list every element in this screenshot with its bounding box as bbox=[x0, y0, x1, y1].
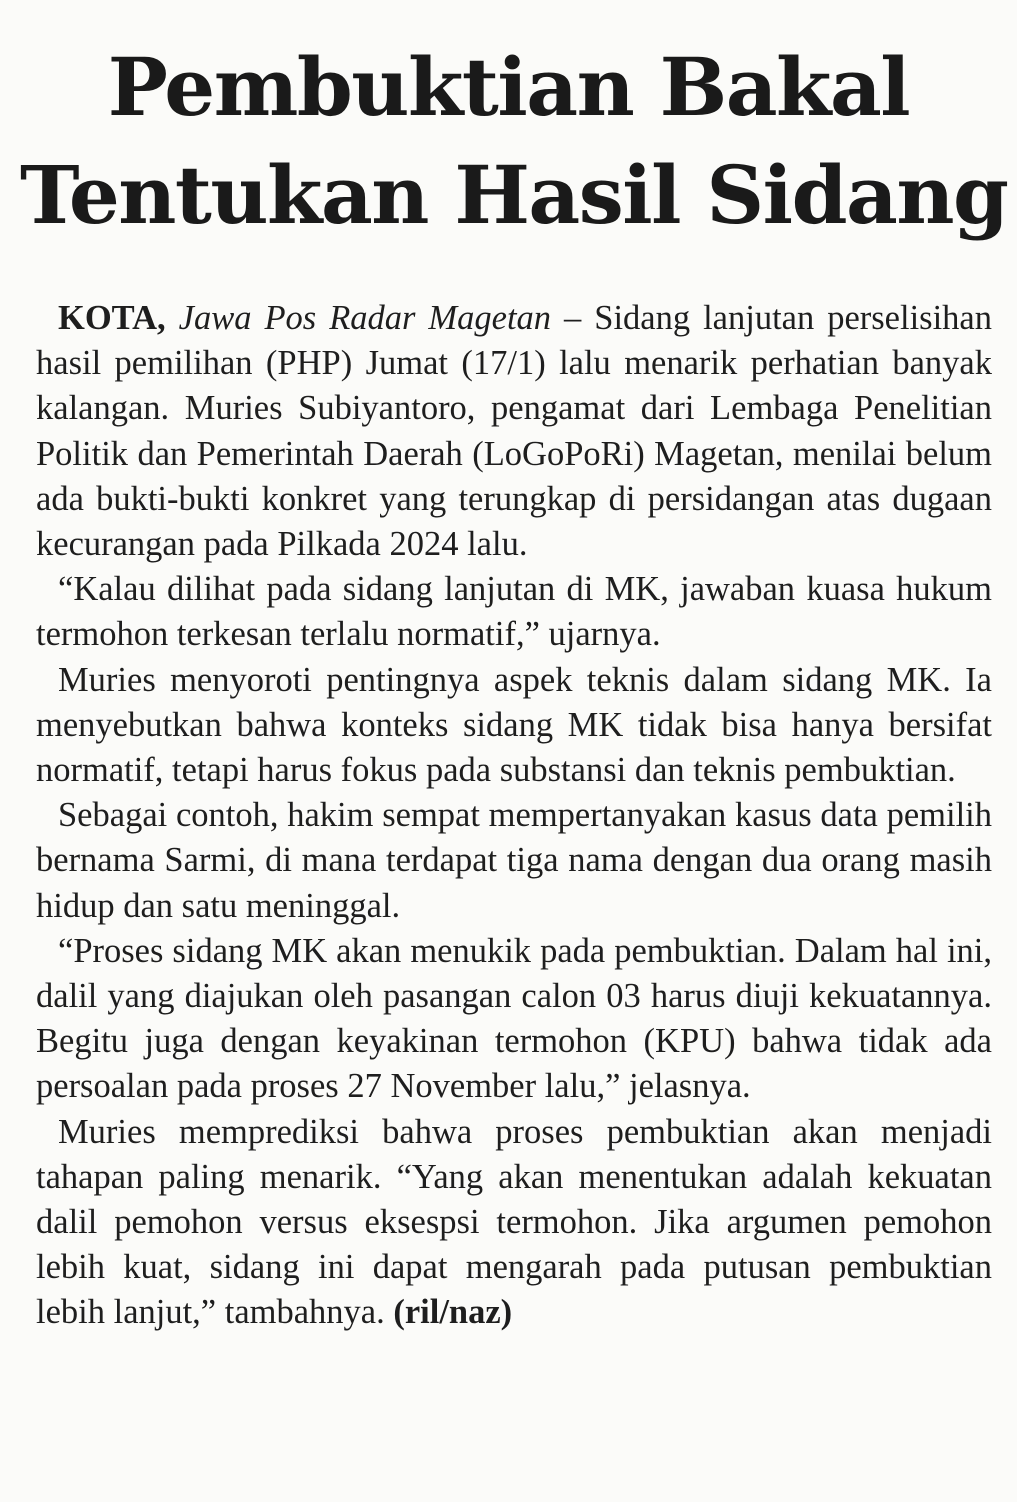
paragraph-quote-1: “Kalau dilihat pada sidang lanjutan di MK, jawaban kuasa hukum termohon terkesan terlalu normatif,” ujarnya. bbox=[36, 570, 992, 654]
final-text: Muries memprediksi bahwa proses pembuktian akan menjadi tahapan paling menarik. “Yang akan menentukan adalah kekuatan dalil pemohon versus eksespsi termohon. Jika argumen pemohon lebih kuat, sidang ini dapat mengarah pada putusan pembuktian lebih lanjut,” tambahnya. bbox=[36, 1112, 992, 1332]
source-name: Jawa Pos Radar Magetan bbox=[178, 299, 552, 337]
dateline: KOTA, bbox=[58, 299, 166, 337]
paragraph-final bbox=[36, 1110, 992, 1336]
paragraph-quote-2: “Proses sidang MK akan menukik pada pembuktian. Dalam hal ini, dalil yang diajukan oleh pasangan calon 03 harus diuji kekuatannya. Begitu juga dengan keyakinan termohon (KPU) bahwa tidak ada persoalan pada proses 27 November lalu,” jelasnya. bbox=[36, 931, 992, 1106]
paragraph-example-sarmi: Sebagai contoh, hakim sempat mempertanyakan kasus data pemilih bernama Sarmi, di mana terdapat tiga nama dengan dua orang masih hidup dan satu meninggal. bbox=[36, 796, 992, 925]
headline-line-1: Pembuktian Bakal bbox=[107, 40, 910, 134]
lead-text: – Sidang lanjutan perselisihan hasil pemilihan (PHP) Jumat (17/1) lalu menarik perhatian banyak kalangan. Muries Subiyantoro, pengamat dari Lembaga Penelitian Politik dan Pemerintah Daerah (LoGoPoRi) Magetan, menilai belum ada bukti-bukti konkret yang terungkap di persidangan atas dugaan kecurangan pada Pilkada 2024 lalu. bbox=[36, 299, 992, 564]
article-body bbox=[36, 296, 992, 1336]
lead-paragraph bbox=[36, 296, 992, 567]
paragraph-technical-aspect: Muries menyoroti pentingnya aspek teknis dalam sidang MK. Ia menyebutkan bahwa konteks sidang MK tidak bisa hanya bersifat normatif, tetapi harus fokus pada substansi dan teknis pembuktian. bbox=[36, 660, 992, 790]
author-credit: (ril/naz) bbox=[393, 1293, 513, 1332]
headline-line-2: Tentukan Hasil Sidang bbox=[20, 148, 1008, 242]
